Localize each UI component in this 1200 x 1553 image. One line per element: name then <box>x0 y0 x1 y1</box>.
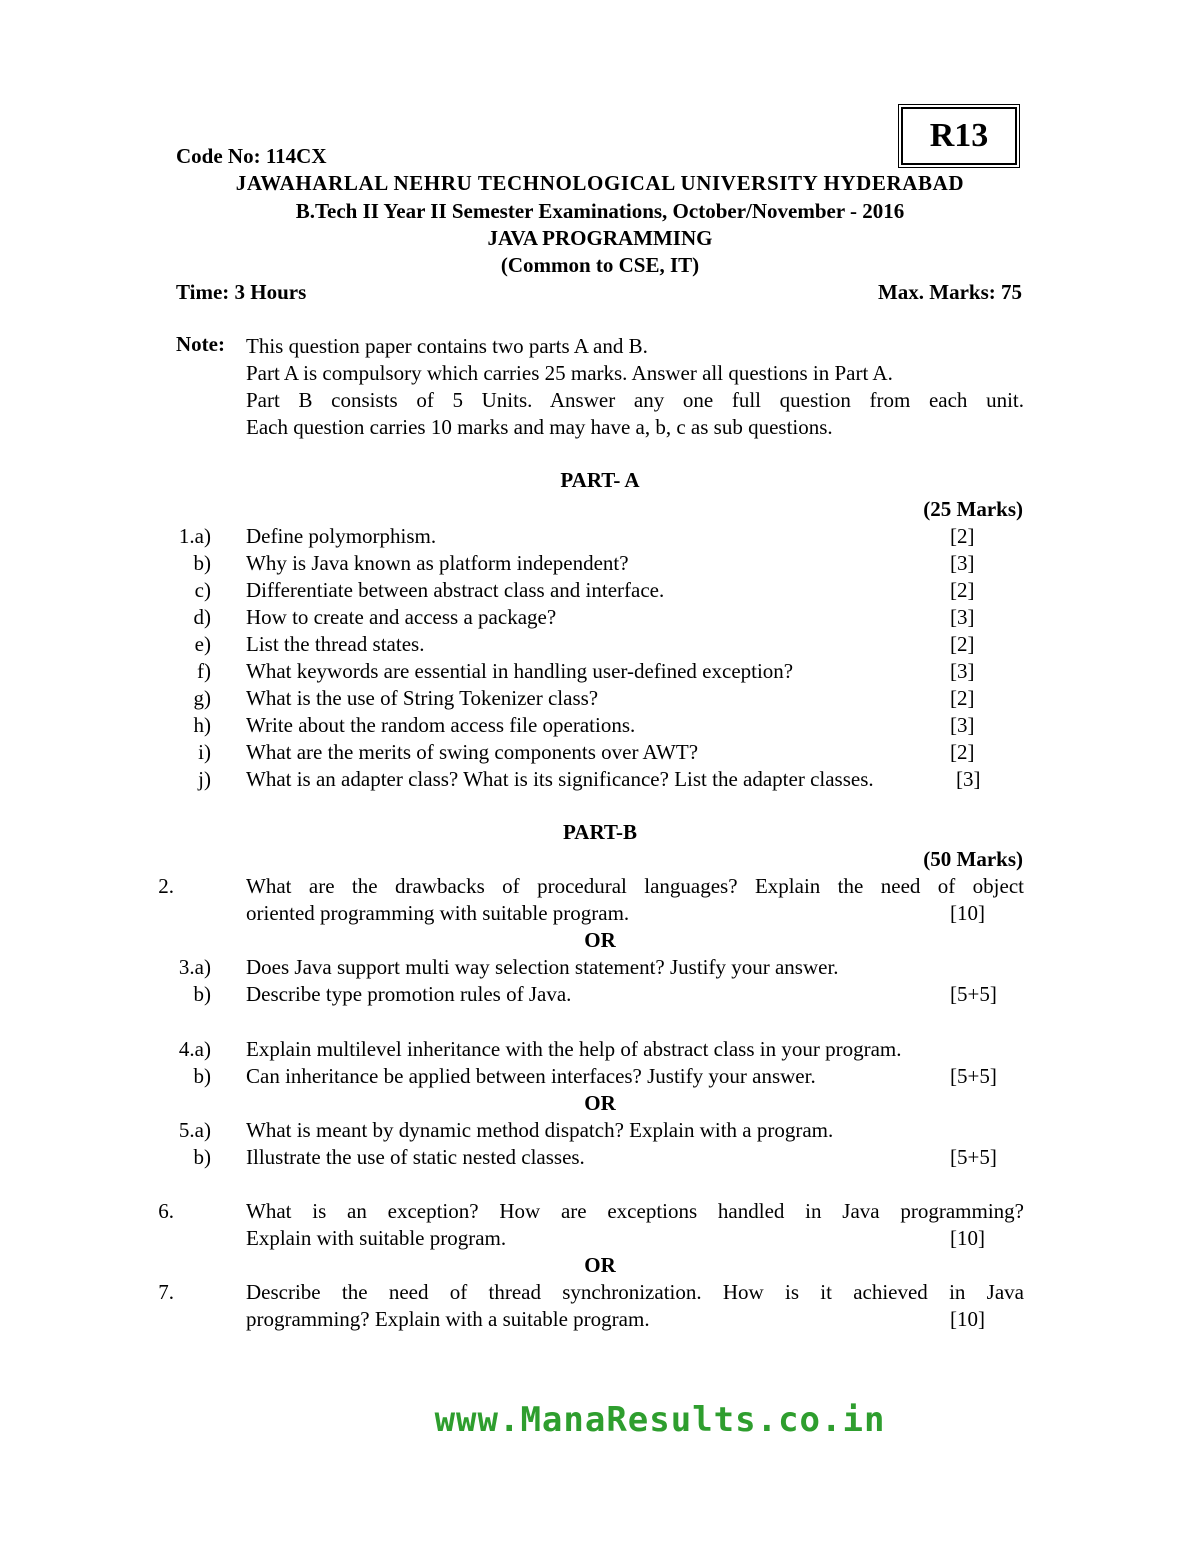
question-marks: [2] <box>950 740 975 764</box>
question-text: oriented programming with suitable program. <box>246 901 630 925</box>
question-number: h) <box>193 713 211 737</box>
max-marks: Max. Marks: 75 <box>877 280 1022 304</box>
question-number: b) <box>193 1064 211 1088</box>
question-marks: [10] <box>950 1307 985 1331</box>
subject-title: JAVA PROGRAMMING <box>487 226 713 250</box>
question-marks: [10] <box>950 901 985 925</box>
question-number: b) <box>193 551 211 575</box>
university-name: JAWAHARLAL NEHRU TECHNOLOGICAL UNIVERSITY HYDERABAD <box>235 171 965 195</box>
question-number: c) <box>194 578 211 602</box>
question-text: Describe type promotion rules of Java. <box>246 982 572 1006</box>
question-text: What are the merits of swing components over AWT? <box>246 740 699 764</box>
part-a-marks: (25 Marks) <box>923 497 1023 521</box>
question-number: 6. <box>158 1199 174 1223</box>
or-divider: OR <box>584 1253 616 1277</box>
question-text: Can inheritance be applied between interfaces? Justify your answer. <box>246 1064 816 1088</box>
note-label: Note: <box>176 332 225 356</box>
question-number: 7. <box>158 1280 174 1304</box>
or-divider: OR <box>584 1091 616 1115</box>
question-text: Define polymorphism. <box>246 524 437 548</box>
question-text: What are the drawbacks of procedural languages? Explain the need of object <box>246 874 1024 898</box>
question-marks: [10] <box>950 1226 985 1250</box>
question-marks: [5+5] <box>950 1145 997 1169</box>
question-text: Illustrate the use of static nested classes. <box>246 1145 585 1169</box>
question-marks: [2] <box>950 632 975 656</box>
question-text: Describe the need of thread synchronization. How is it achieved in Java <box>246 1280 1024 1304</box>
question-number: 5.a) <box>178 1118 211 1142</box>
question-marks: [2] <box>950 686 975 710</box>
question-text: Does Java support multi way selection statement? Justify your answer. <box>246 955 839 979</box>
branches: (Common to CSE, IT) <box>500 253 700 277</box>
question-marks: [3] <box>956 767 981 791</box>
question-text: Why is Java known as platform independent? <box>246 551 629 575</box>
question-marks: [5+5] <box>950 1064 997 1088</box>
question-text: Differentiate between abstract class and interface. <box>246 578 665 602</box>
regulation-badge: R13 <box>901 107 1017 165</box>
question-marks: [3] <box>950 659 975 683</box>
question-number: 2. <box>158 874 174 898</box>
or-divider: OR <box>584 928 616 952</box>
part-a-title: PART- A <box>560 468 640 492</box>
note-line: Each question carries 10 marks and may have a, b, c as sub questions. <box>246 415 833 439</box>
question-marks: [3] <box>950 713 975 737</box>
question-text: Explain with suitable program. <box>246 1226 507 1250</box>
question-text: What is meant by dynamic method dispatch? Explain with a program. <box>246 1118 834 1142</box>
question-number: g) <box>193 686 211 710</box>
website-watermark: www.ManaResults.co.in <box>434 1400 886 1440</box>
question-marks: [5+5] <box>950 982 997 1006</box>
question-text: What is the use of String Tokenizer class? <box>246 686 599 710</box>
question-text: What is an exception? How are exceptions handled in Java programming? <box>246 1199 1024 1223</box>
exam-title: B.Tech II Year II Semester Examinations, October/November - 2016 <box>295 199 905 223</box>
question-marks: [3] <box>950 605 975 629</box>
question-number: b) <box>193 982 211 1006</box>
question-text: How to create and access a package? <box>246 605 557 629</box>
part-b-title: PART-B <box>563 820 637 844</box>
question-number: b) <box>193 1145 211 1169</box>
question-marks: [2] <box>950 578 975 602</box>
question-text: List the thread states. <box>246 632 425 656</box>
code-number: Code No: 114CX <box>176 144 327 168</box>
question-number: d) <box>193 605 211 629</box>
note-line: Part A is compulsory which carries 25 marks. Answer all questions in Part A. <box>246 361 893 385</box>
exam-time: Time: 3 Hours <box>176 280 307 304</box>
question-text: programming? Explain with a suitable program. <box>246 1307 650 1331</box>
question-marks: [2] <box>950 524 975 548</box>
question-text: What is an adapter class? What is its significance? List the adapter classes. <box>246 767 874 791</box>
question-text: What keywords are essential in handling user-defined exception? <box>246 659 794 683</box>
question-marks: [3] <box>950 551 975 575</box>
question-number: f) <box>197 659 211 683</box>
question-number: 3.a) <box>178 955 211 979</box>
note-line: Part B consists of 5 Units. Answer any one full question from each unit. <box>246 388 1024 412</box>
question-number: j) <box>198 767 211 791</box>
question-text: Explain multilevel inheritance with the help of abstract class in your program. <box>246 1037 902 1061</box>
question-number: 4.a) <box>178 1037 211 1061</box>
part-b-marks: (50 Marks) <box>923 847 1023 871</box>
note-line: This question paper contains two parts A and B. <box>246 334 648 358</box>
question-number: 1.a) <box>178 524 211 548</box>
question-number: e) <box>194 632 211 656</box>
question-number: i) <box>198 740 211 764</box>
question-text: Write about the random access file operations. <box>246 713 636 737</box>
